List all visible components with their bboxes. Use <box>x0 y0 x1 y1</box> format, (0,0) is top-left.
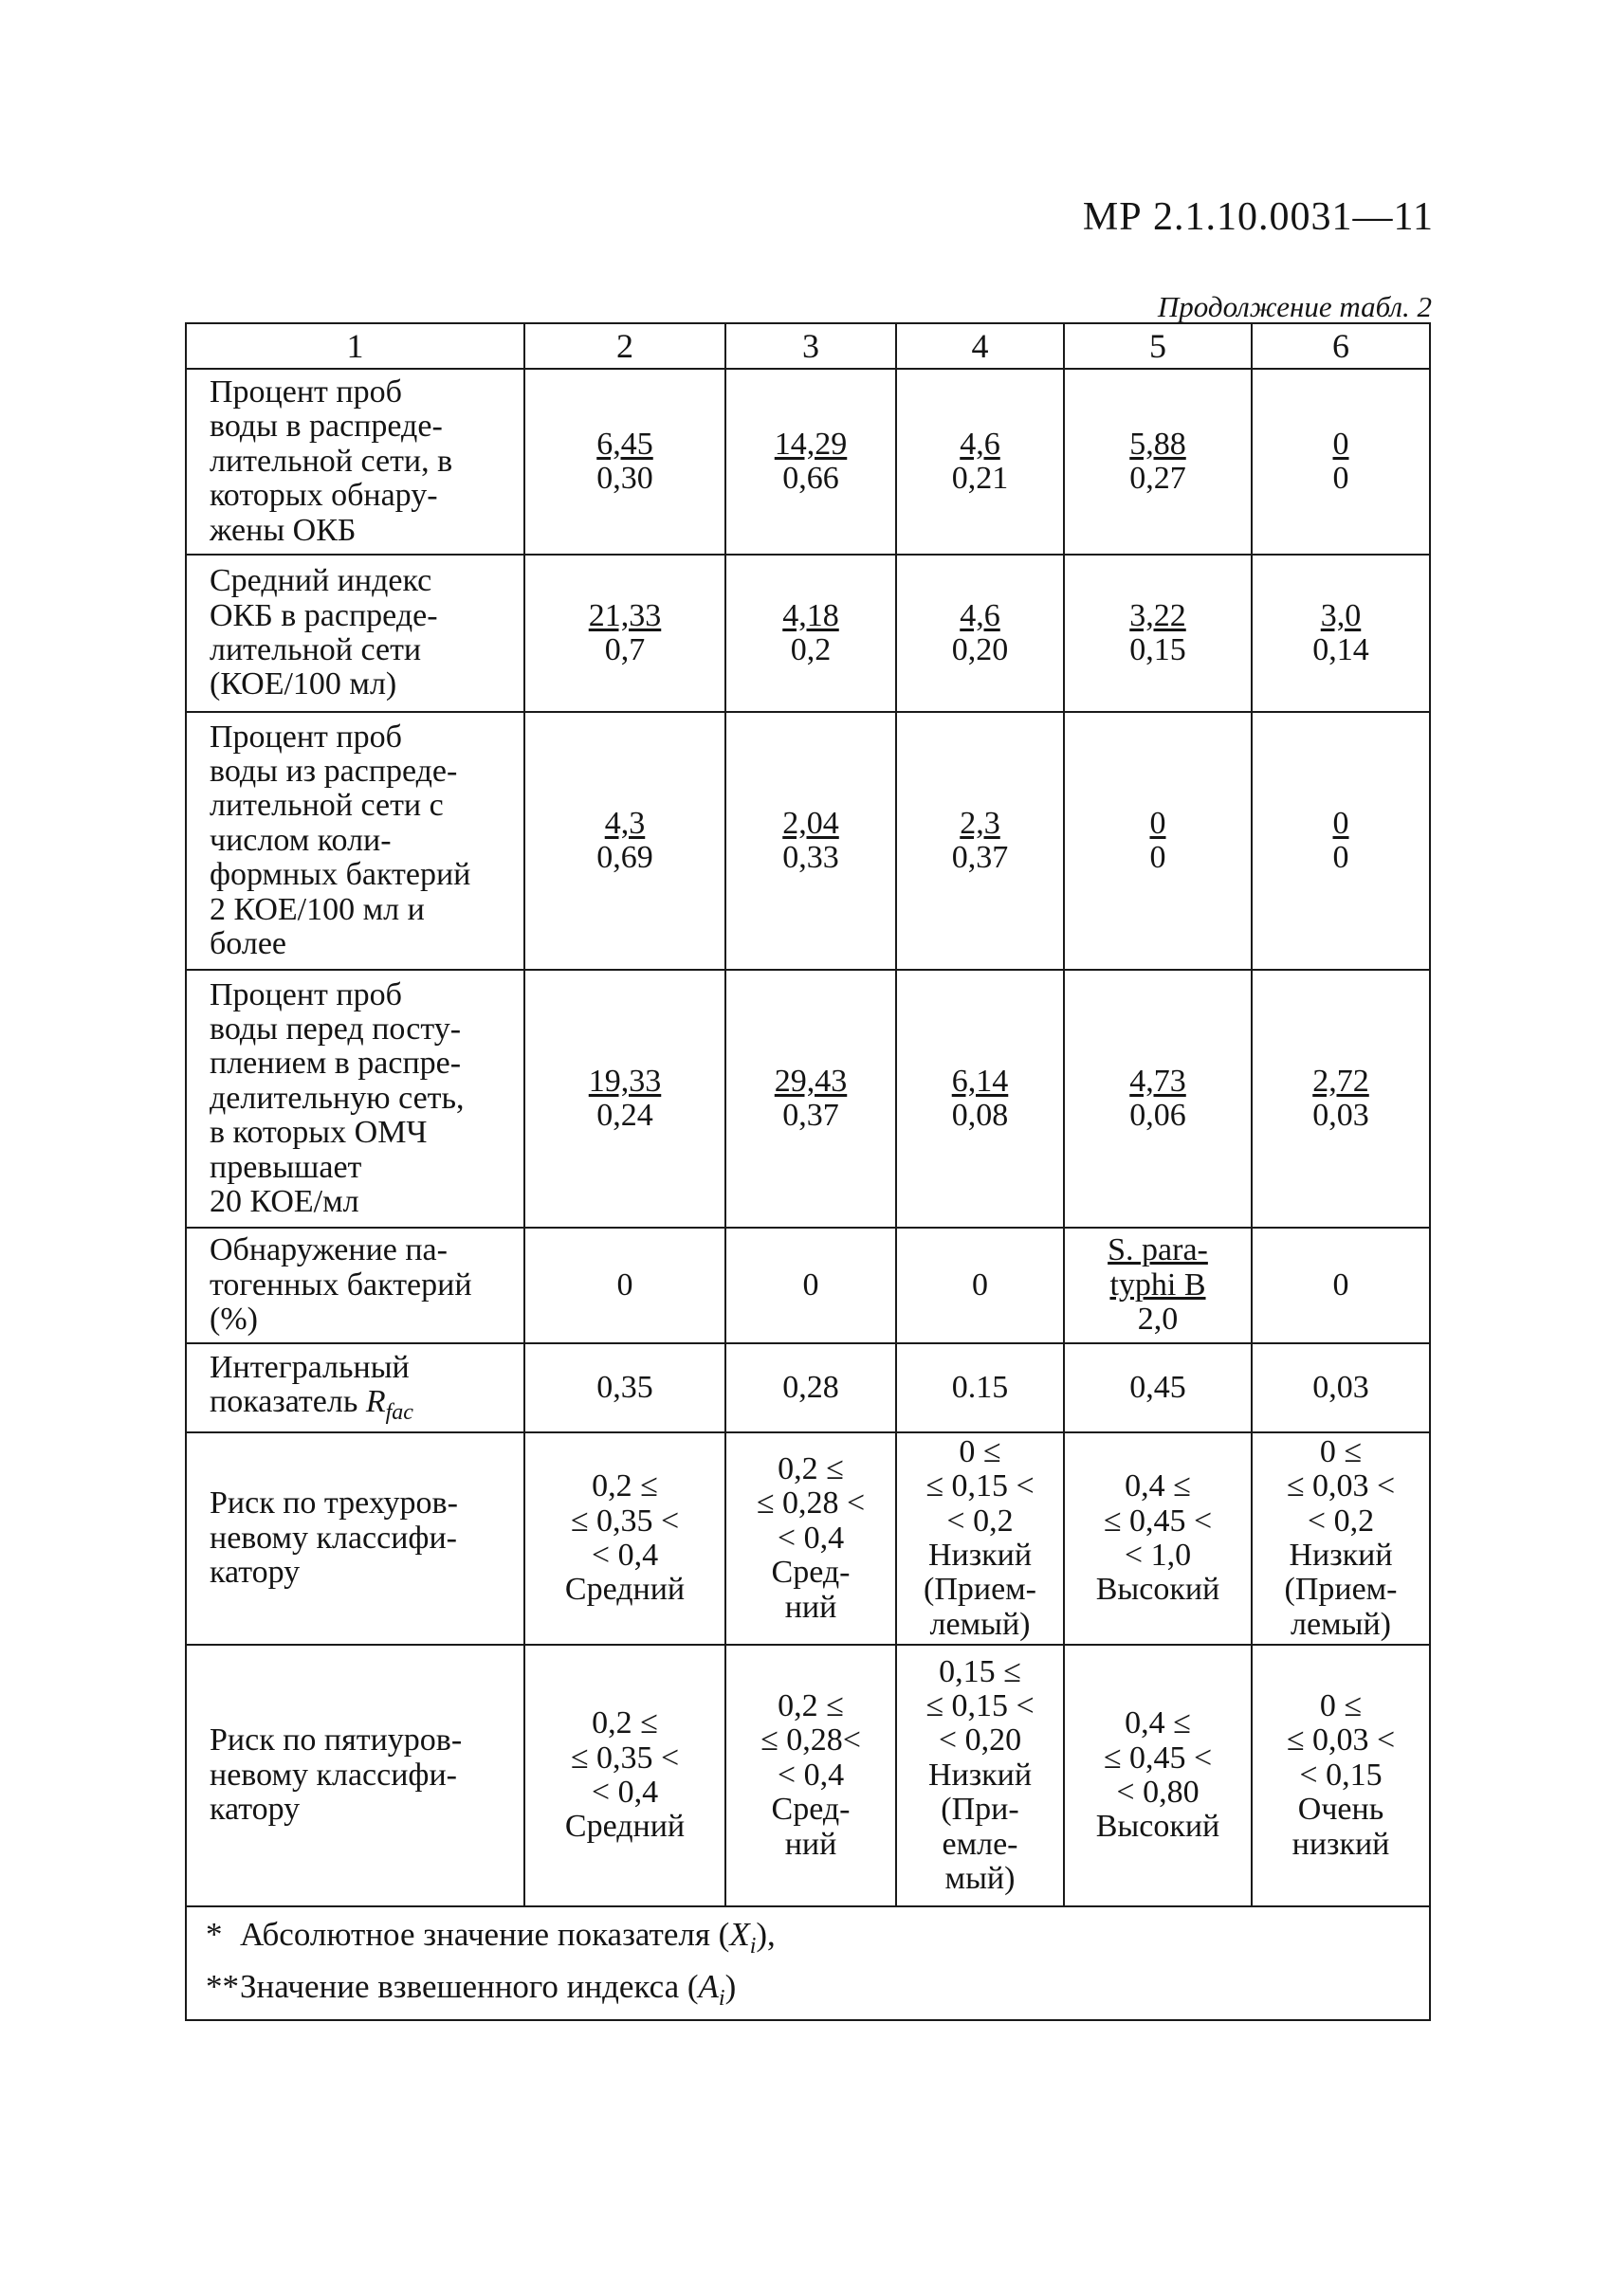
risk-cell-line: 0,2 ≤ <box>592 1705 658 1741</box>
risk-cell-line: Низкий <box>927 1538 1033 1573</box>
row-label-line: тогенных бактерий <box>210 1266 472 1303</box>
weighted-index: 0,08 <box>951 1098 1009 1133</box>
risk-cell <box>725 1645 896 1906</box>
weighted-index: 0,66 <box>782 461 839 496</box>
row-label-line: невому классифи- <box>210 1757 457 1793</box>
row-label-line: ОКБ в распреде- <box>210 597 438 633</box>
row-label-line: Средний индекс <box>210 563 432 599</box>
absolute-value: 6,45 <box>596 426 653 462</box>
integral-symbol: R <box>365 1383 386 1419</box>
risk-cell-line: Низкий <box>927 1757 1033 1793</box>
weighted-index: 0,69 <box>596 840 653 875</box>
value-cell <box>725 369 896 555</box>
row-label <box>186 1228 524 1343</box>
table-row <box>186 555 1430 712</box>
risk-cell-line: Средний <box>564 1572 686 1608</box>
risk-cell-line: лемый) <box>929 1606 1031 1642</box>
risk-cell <box>1252 1645 1430 1906</box>
risk-cell-line: 0 ≤ <box>959 1433 1001 1469</box>
absolute-value: 3,22 <box>1129 597 1186 633</box>
weighted-index: 0,7 <box>604 632 646 667</box>
value-cell <box>1064 369 1252 555</box>
fraction-value <box>1312 599 1369 668</box>
row-label-line: лительной сети <box>210 632 422 667</box>
column-number-row <box>186 323 1430 369</box>
risk-cell <box>896 1645 1064 1906</box>
fraction-value <box>775 1065 848 1134</box>
absolute-value: 4,6 <box>960 597 1000 633</box>
absolute-value: 4,73 <box>1129 1063 1186 1099</box>
row-label-line: Интегральный <box>210 1349 410 1385</box>
risk-cell <box>1064 1645 1252 1906</box>
row-label-line: Риск по трехуров- <box>210 1485 458 1522</box>
value-cell <box>524 369 725 555</box>
fraction-value <box>1129 428 1186 497</box>
row-label-line: показатель <box>210 1383 366 1419</box>
value-cell: 0 <box>896 1228 1064 1343</box>
value-cell <box>524 555 725 712</box>
absolute-value: 2,72 <box>1312 1063 1369 1099</box>
footnote-text: Абсолютное значение показателя ( <box>240 1916 730 1953</box>
risk-cell-line: ≤ 0,45 < <box>1103 1503 1213 1539</box>
risk-cell-line: ний <box>784 1589 837 1625</box>
value-cell <box>1252 970 1430 1228</box>
risk-cell-line: ≤ 0,35 < <box>570 1503 680 1539</box>
fraction-value <box>589 599 662 668</box>
risk-cell <box>1064 1432 1252 1645</box>
risk-cell-line: 0,4 ≤ <box>1125 1468 1191 1504</box>
risk-cell-line: 0,15 ≤ <box>939 1653 1021 1689</box>
table-row <box>186 970 1430 1228</box>
value-cell <box>1064 1228 1252 1343</box>
weighted-index: 0,27 <box>1129 461 1186 496</box>
risk-cell-line: < 0,80 <box>1116 1775 1200 1810</box>
value-cell <box>896 712 1064 970</box>
column-number: 6 <box>1252 323 1430 369</box>
absolute-value: 4,18 <box>782 597 839 633</box>
fraction-value <box>775 428 848 497</box>
value-cell: 0,28 <box>725 1343 896 1432</box>
risk-cell-line: < 0,4 <box>591 1538 659 1573</box>
weighted-index: 0,03 <box>1312 1098 1369 1133</box>
fraction-value <box>952 1065 1009 1134</box>
row-label-line: воды из распреде- <box>210 754 458 790</box>
value-cell: 0.15 <box>896 1343 1064 1432</box>
row-label-line: 20 КОЕ/мл <box>210 1183 359 1219</box>
row-label <box>186 555 524 712</box>
risk-cell-line: Очень <box>1297 1792 1384 1828</box>
absolute-value: 0 <box>1332 426 1349 462</box>
value-cell: 0,03 <box>1252 1343 1430 1432</box>
risk-cell-line: 0,2 ≤ <box>592 1468 658 1504</box>
fraction-value <box>1333 807 1349 876</box>
fraction-value <box>782 807 839 876</box>
risk-cell-line: ≤ 0,28 < <box>756 1485 866 1522</box>
risk-assessment-table <box>185 322 1431 2021</box>
value-cell <box>1252 555 1430 712</box>
risk-cell-line: < 0,4 <box>777 1520 845 1556</box>
risk-cell-line: Средний <box>564 1809 686 1845</box>
weighted-index: 0,21 <box>951 461 1009 496</box>
column-number: 2 <box>524 323 725 369</box>
risk-cell-line: емле- <box>942 1826 1018 1862</box>
absolute-value: 6,14 <box>951 1063 1009 1099</box>
value-cell <box>524 970 725 1228</box>
weighted-index: 0,30 <box>596 461 653 496</box>
row-label <box>186 1343 524 1432</box>
table-row <box>186 1432 1430 1645</box>
fraction-value <box>596 428 653 497</box>
value-cell: 0 <box>524 1228 725 1343</box>
absolute-value: 19,33 <box>588 1063 662 1099</box>
value-cell <box>1064 712 1252 970</box>
risk-cell-line: ≤ 0,35 < <box>570 1740 680 1776</box>
risk-cell-line: (При- <box>941 1792 1019 1828</box>
risk-cell-line: ≤ 0,15 < <box>925 1688 1035 1724</box>
risk-cell-line: 0,2 ≤ <box>778 1688 844 1724</box>
absolute-value: 4,6 <box>960 426 1000 462</box>
row-label-line: Обнаружение па- <box>210 1232 448 1268</box>
row-label-line: Процент проб <box>210 976 402 1012</box>
risk-cell-line: ний <box>784 1826 837 1862</box>
row-label-line: воды в распреде- <box>210 409 443 445</box>
value-cell <box>725 555 896 712</box>
row-label-line: в которых ОМЧ <box>210 1115 428 1151</box>
absolute-value: 5,88 <box>1129 426 1186 462</box>
row-label-line: более <box>210 925 286 961</box>
absolute-value: 4,3 <box>604 805 646 841</box>
absolute-value: 0 <box>1149 805 1166 841</box>
value-cell <box>524 712 725 970</box>
risk-cell-line: 0,4 ≤ <box>1125 1705 1191 1741</box>
weighted-index: 0,24 <box>596 1098 653 1133</box>
pathogen-name-line: S. para- <box>1108 1232 1208 1268</box>
row-label-line: катору <box>210 1792 301 1828</box>
absolute-value: 21,33 <box>588 597 662 633</box>
value-cell <box>1252 712 1430 970</box>
risk-cell-line: Высокий <box>1095 1572 1220 1608</box>
row-label-line: катору <box>210 1555 301 1591</box>
risk-cell-line: < 1,0 <box>1124 1538 1192 1573</box>
footnote-tail: ) <box>724 1967 737 2005</box>
row-label <box>186 712 524 970</box>
row-label-line: числом коли- <box>210 822 392 858</box>
row-label-line: Процент проб <box>210 374 402 410</box>
row-label-line: Риск по пятиуров- <box>210 1722 463 1758</box>
column-number: 4 <box>896 323 1064 369</box>
absolute-value: 3,0 <box>1320 597 1362 633</box>
integral-subscript: fac <box>385 1399 413 1425</box>
value-cell <box>896 555 1064 712</box>
footnote-subscript: i <box>749 1934 757 1959</box>
row-label <box>186 369 524 555</box>
risk-cell-line: < 0,4 <box>591 1775 659 1810</box>
value-cell <box>725 712 896 970</box>
footnote-subscript: i <box>718 1985 725 2011</box>
risk-cell-line: (Прием- <box>1284 1572 1398 1608</box>
risk-cell <box>524 1645 725 1906</box>
table-row <box>186 712 1430 970</box>
column-number: 1 <box>186 323 524 369</box>
risk-cell-line: < 0,2 <box>946 1503 1014 1539</box>
value-cell: 0,35 <box>524 1343 725 1432</box>
weighted-index: 0 <box>1332 840 1349 875</box>
table-continuation-caption: Продолжение табл. 2 <box>1157 290 1432 323</box>
risk-cell-line: Высокий <box>1095 1809 1220 1845</box>
pathogen-value: 2,0 <box>1137 1302 1179 1338</box>
column-number: 3 <box>725 323 896 369</box>
risk-cell <box>896 1432 1064 1645</box>
risk-cell-line: лемый) <box>1291 1606 1391 1642</box>
footnote-tail: ), <box>756 1916 776 1953</box>
value-cell: 0 <box>725 1228 896 1343</box>
risk-cell-line: мый) <box>944 1860 1016 1896</box>
pathogen-name-line: typhi B <box>1109 1266 1206 1303</box>
fraction-value <box>1129 599 1186 668</box>
row-label-line: лительной сети с <box>210 788 444 824</box>
value-cell <box>725 970 896 1228</box>
footnote-mark: ** <box>206 1967 239 2005</box>
row-label-line: превышает <box>210 1149 362 1185</box>
row-label <box>186 1645 524 1906</box>
risk-cell-line: ≤ 0,15 < <box>925 1468 1035 1504</box>
fraction-value <box>1150 807 1166 876</box>
risk-cell-line: ≤ 0,28< <box>760 1722 861 1758</box>
row-label-line: (КОЕ/100 мл) <box>210 666 397 702</box>
fraction-value <box>1333 428 1349 497</box>
value-cell <box>1252 369 1430 555</box>
weighted-index: 0,33 <box>782 840 839 875</box>
risk-cell <box>1252 1432 1430 1645</box>
row-label-line: лительной сети, в <box>210 443 453 479</box>
risk-cell-line: (Прием- <box>924 1572 1036 1608</box>
row-label-line: делительную сеть, <box>210 1080 465 1116</box>
risk-cell-line: ≤ 0,45 < <box>1103 1740 1213 1776</box>
risk-cell-line: 0,2 ≤ <box>778 1451 844 1487</box>
table-row <box>186 1228 1430 1343</box>
document-code: МР 2.1.10.0031—11 <box>1082 195 1434 239</box>
value-cell <box>896 970 1064 1228</box>
table-row <box>186 1645 1430 1906</box>
value-cell: 0,45 <box>1064 1343 1252 1432</box>
weighted-index: 0,2 <box>790 632 832 667</box>
row-label-line: плением в распре- <box>210 1046 462 1082</box>
value-cell <box>1064 970 1252 1228</box>
risk-cell-line: Сред- <box>771 1792 851 1828</box>
risk-cell-line: низкий <box>1291 1826 1390 1862</box>
column-number: 5 <box>1064 323 1252 369</box>
row-label-line: Процент проб <box>210 719 402 755</box>
fraction-value <box>952 599 1009 668</box>
fraction-value <box>596 807 653 876</box>
fraction-value <box>952 428 1009 497</box>
absolute-value: 29,43 <box>774 1063 848 1099</box>
risk-cell-line: Сред- <box>771 1555 851 1591</box>
weighted-index: 0,20 <box>951 632 1009 667</box>
footnote-mark: * <box>206 1916 223 1953</box>
fraction-value <box>952 807 1009 876</box>
footnote-symbol: X <box>729 1916 750 1953</box>
risk-cell-line: Низкий <box>1289 1538 1393 1573</box>
weighted-index: 0 <box>1332 461 1349 496</box>
fraction-value <box>1129 1065 1186 1134</box>
risk-cell-line: < 0,20 <box>938 1722 1022 1758</box>
table-row <box>186 369 1430 555</box>
fraction-value <box>1312 1065 1369 1134</box>
risk-cell-line: ≤ 0,03 < <box>1286 1722 1396 1758</box>
row-label-line: которых обнару- <box>210 478 438 514</box>
absolute-value: 2,04 <box>782 805 839 841</box>
row-label-line: (%) <box>210 1302 258 1338</box>
value-cell <box>896 369 1064 555</box>
risk-cell <box>524 1432 725 1645</box>
row-label-line: воды перед посту- <box>210 1011 462 1048</box>
absolute-value: 14,29 <box>774 426 848 462</box>
row-label-line: невому классифи- <box>210 1520 457 1556</box>
risk-cell-line: ≤ 0,03 < <box>1286 1468 1396 1504</box>
risk-cell <box>725 1432 896 1645</box>
footnote-row <box>186 1906 1430 2020</box>
risk-cell-line: 0 ≤ <box>1319 1688 1363 1724</box>
weighted-index: 0,15 <box>1129 632 1186 667</box>
weighted-index: 0 <box>1149 840 1166 875</box>
row-label <box>186 1432 524 1645</box>
weighted-index: 0,14 <box>1312 632 1369 667</box>
risk-cell-line: < 0,4 <box>777 1757 845 1793</box>
risk-cell-line: 0 ≤ <box>1319 1433 1363 1469</box>
footnotes <box>186 1906 1430 2020</box>
footnote-symbol: A <box>698 1967 719 2005</box>
risk-cell-line: < 0,2 <box>1307 1503 1375 1539</box>
absolute-value: 2,3 <box>960 805 1000 841</box>
risk-cell-line: < 0,15 <box>1299 1757 1383 1793</box>
row-label-line: жены ОКБ <box>210 512 357 548</box>
weighted-index: 0,06 <box>1129 1098 1186 1133</box>
footnote-text: Значение взвешенного индекса ( <box>240 1967 699 2005</box>
row-label <box>186 970 524 1228</box>
table-row <box>186 1343 1430 1432</box>
absolute-value: 0 <box>1332 805 1349 841</box>
weighted-index: 0,37 <box>782 1098 839 1133</box>
weighted-index: 0,37 <box>951 840 1009 875</box>
fraction-value <box>589 1065 662 1134</box>
value-cell: 0 <box>1252 1228 1430 1343</box>
row-label-line: 2 КОЕ/100 мл и <box>210 891 425 927</box>
row-label-line: формных бактерий <box>210 857 471 893</box>
value-cell <box>1064 555 1252 712</box>
fraction-value <box>782 599 839 668</box>
